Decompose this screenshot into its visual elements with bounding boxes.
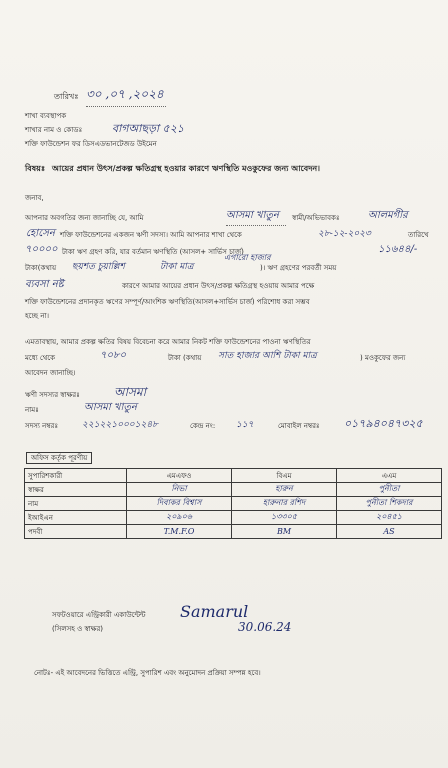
bm-name: হারুনার রশিদ (262, 498, 306, 507)
row-label: নাম (25, 497, 127, 511)
office-recommendation-table (24, 468, 442, 539)
body-line-2a: শক্তি ফাউন্ডেশনের একজন ঋণী সদস্য। আমি আপনার শাখা থেকে (60, 231, 242, 239)
para2-line-3: আবেদন জানাচ্ছি। (25, 369, 76, 377)
am-ein: ২০৪৫১ (376, 512, 402, 521)
guardian-name-2: হোসেন (26, 228, 55, 239)
col-bm: বিএম (232, 469, 337, 483)
balance-words-suffix: টাকা মাত্র (160, 262, 194, 272)
body-line-4c: )। ঋণ গ্রহণের পরবর্তী সময় (260, 264, 337, 272)
body-line-2b: তারিখে (408, 231, 429, 239)
mobile-number: ০১৭৯৪০৪৭৩২৫ (344, 417, 423, 430)
am-name: পুনীতা শিকদার (365, 498, 413, 507)
body-line-5a: কারণে আমার আয়ের প্রধান উৎস/প্রকল্প ক্ষতিগ্রস্থ হওয়ায় আমার পক্ষে (122, 282, 315, 290)
body-line-1a: আপনার অবগতির জন্য জানাচ্ছি যে, আমি (25, 214, 144, 222)
bm-signature: হারুন (275, 484, 293, 493)
member-signature-label: ঋণী সদস্যর স্বাক্ষরঃ (25, 391, 80, 399)
branch-name-label: শাখার নাম ও কোডঃ (25, 126, 83, 134)
bm-designation: BM (276, 527, 292, 536)
branch-manager: শাখা ব্যবস্থাপক (25, 112, 67, 120)
waiver-amount: ৭০৮০ (100, 350, 126, 361)
subject-text: আয়ের প্রধান উৎস/প্রকল্প ক্ষতিগ্রস্থ হওয়ার কারণে ঋণস্থিতি মওকুফের জন্য আবেদন। (52, 164, 321, 173)
member-name: আসমা খাতুন (84, 402, 137, 413)
table-row (25, 483, 442, 497)
guardian-name-1: আলমগীর (368, 210, 408, 221)
table-row (25, 497, 442, 511)
accountant-label: সফটওয়ারে এন্ট্রিকারী একাউন্টেন্ট (52, 611, 146, 619)
body-line-6: শক্তি ফাউন্ডেশনের প্রদানকৃত ঋণের সম্পূর্ণ/আংশিক ঋণস্থিতি(আসল+সার্ভিস চার্জ) পরিশোধ করা সম্ভব (25, 298, 310, 306)
mfo-designation: T.M.F.O (163, 527, 195, 536)
mobile-label: মোবাইল নম্বরঃ (278, 422, 320, 430)
center-number: ১১৭ (236, 420, 254, 430)
accountant-seal-label: (সিলসহ ও স্বাক্ষর) (52, 625, 104, 633)
body-line-4a: টাকা(কথায় (25, 264, 57, 272)
member-name-label: নামঃ (25, 406, 39, 414)
col-mfo: এমএফও (127, 469, 232, 483)
am-designation: AS (383, 527, 395, 536)
accountant-date: 30.06.24 (238, 620, 292, 634)
body-line-3a: টাকা ঋণ গ্রহণ করি, যার বর্তমান ঋণস্থিতি (আসল+ সার্ভিস চার্জ) (62, 248, 244, 256)
office-box-title: অফিস কর্তৃক পূরণীয় (26, 452, 92, 464)
date-label: তারিখঃ (54, 92, 79, 101)
table-row (25, 525, 442, 539)
member-signature: আসমা (114, 385, 147, 399)
am-signature: পুনীতা (378, 484, 400, 493)
salutation: জনাব, (25, 194, 44, 202)
member-number-label: সদস্য নম্বরঃ (25, 422, 59, 430)
applicant-name: আসমা খাতুন (226, 208, 286, 226)
para2-line-2b: টাকা (কথায় (168, 354, 202, 362)
balance-amount: ১১৬৪৪/- (378, 244, 418, 255)
mfo-ein: ২০৯০৬ (166, 512, 192, 521)
table-row (25, 511, 442, 525)
waiver-amount-words: সাত হাজার আশি টাকা মাত্র (218, 351, 317, 361)
subject-label: বিষয়ঃ (25, 164, 46, 173)
col-am: এএম (337, 469, 442, 483)
organization-line: শক্তি ফাউন্ডেশন ফর ডিসএডভানটেজড উইমেন (25, 140, 157, 148)
date-value: ৩০ ,০৭ ,২০২৪ (86, 86, 166, 107)
member-number: ২২১২২১০০০১২৪৮ (82, 420, 159, 430)
balance-words-line-1: এগারো হাজার (224, 253, 271, 262)
mfo-name: দিবাকর বিশ্বাস (156, 498, 202, 507)
bm-ein: ১৩৩০৫ (271, 512, 297, 521)
mfo-signature: নিভা (171, 484, 187, 493)
body-line-7: হচ্ছে না। (25, 312, 50, 320)
loan-date: ২৮-১২-২০২৩ (318, 229, 371, 239)
body-line-1b: স্বামী/অভিভাবকঃ (292, 214, 340, 222)
footer-note: নোটঃ- এই আবেদনের ভিত্তিতে এন্ট্রি, সুপারিশ এবং অনুমোদন প্রক্রিয়া সম্পন্ন হবে। (34, 669, 261, 677)
loan-amount: ৭০০০০ (25, 244, 58, 255)
damage-reason: ব্যবসা নষ্ট (25, 279, 64, 290)
col-role: সুপারিশকারী (25, 469, 127, 483)
row-label: ইআইএন (25, 511, 127, 525)
row-label: পদবী (25, 525, 127, 539)
row-label: স্বাক্ষর (25, 483, 127, 497)
table-header-row (25, 469, 442, 483)
accountant-signature: Samarul (180, 602, 249, 621)
para2-line-2c: ) মওকুফের জন্য (360, 354, 406, 362)
center-label: কেন্দ্র নং: (190, 422, 216, 430)
para2-line-1: এমতাবস্থায়, আমার প্রকল্প ক্ষতির বিষয় বিবেচনা করে আমার নিকট শক্তি ফাউন্ডেশনের পাওনা ঋণস্থিতির (25, 338, 311, 346)
para2-line-2a: মধ্যে থেকে (25, 354, 55, 362)
balance-words-line-2: ছয়শত চুয়াল্লিশ (72, 262, 125, 272)
branch-name-value: বাগআছড়া ৫২১ (112, 122, 184, 135)
